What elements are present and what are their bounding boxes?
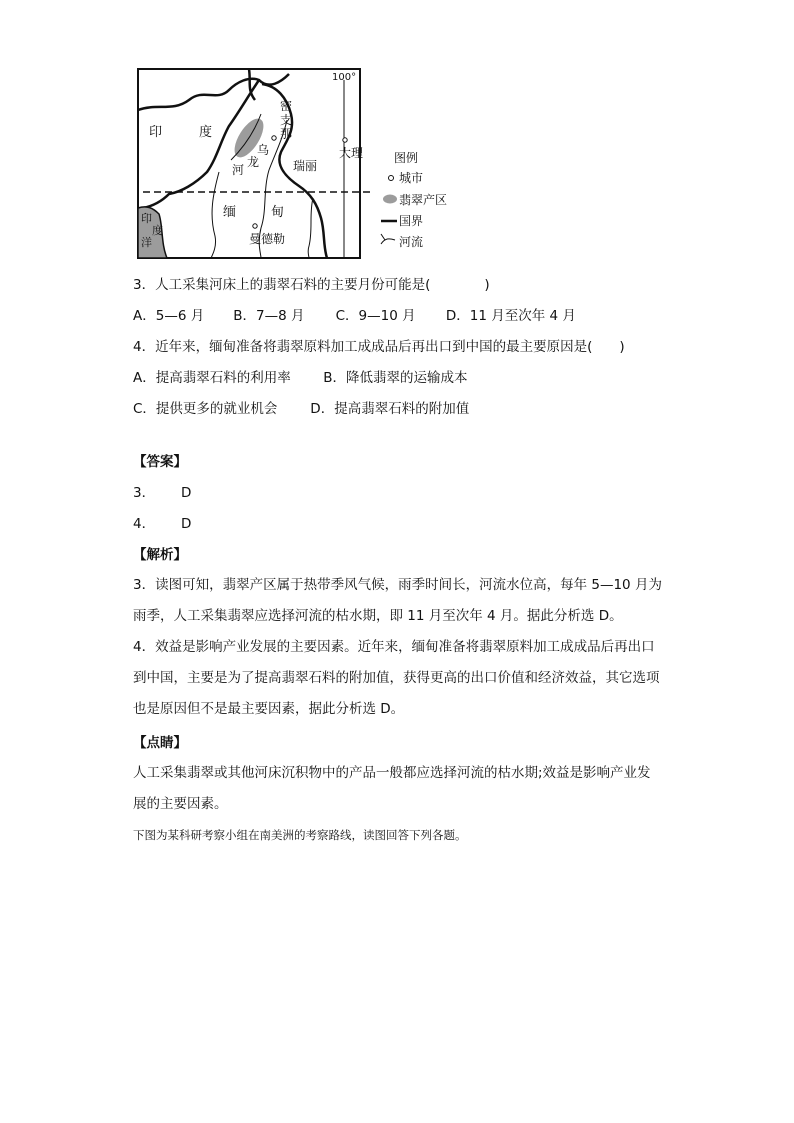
answer-heading: 【答案】 [133,454,187,470]
city-myitkyina [272,136,276,140]
tip-text: 人工采集翡翠或其他河床沉积物中的产品一般都应选择河流的枯水期;效益是影响产业发展的主要因素。 [133,765,651,812]
q3-stem: 3．人工采集河床上的翡翠石料的主要月份可能是( ) [133,277,490,293]
label-river-2: 龙 [247,155,260,169]
q3-option-d[interactable]: D．11 月至次年 4 月 [445,308,576,324]
q4-option-b[interactable]: B．降低翡翠的运输成本 [323,370,468,386]
legend-title: 图例 [394,151,419,165]
q4-options-row1 [133,369,468,387]
answer-num-4: 4． [133,516,156,532]
analysis-paragraph-4: 4．效益是影响产业发展的主要因素。近年来，缅甸准备将翡翠原料加工成成品后再出口到中国，主要是为了提高翡翠石料的附加值，获得更高的出口价值和经济效益，其它选项也是原因但不是最主要因素，据此分析选 D。 [133,639,660,717]
label-myanmar-1: 缅 [223,205,237,220]
answer-num-3: 3． [133,485,156,501]
q3-options [133,307,576,325]
city-mandalay [253,224,257,228]
river-3 [211,172,219,258]
legend-city-label: 城市 [399,171,424,185]
label-myitkyina-3: 那 [280,127,293,141]
legend-border-label: 国界 [399,214,424,228]
answer-row-4 [133,515,191,533]
label-india-2: 度 [199,125,213,140]
border-india [138,74,289,110]
label-river-1: 乌 [257,143,270,157]
label-ocean-2: 度 [152,224,163,237]
city-dali [343,138,347,142]
label-river-3: 河 [232,163,245,177]
q4-option-d[interactable]: D．提高翡翠石料的附加值 [310,401,470,417]
river-4 [308,198,313,258]
label-india-1: 印 [149,125,163,140]
next-question-intro: 下图为某科研考察小组在南美洲的考察路线，读图回答下列各题。 [133,828,467,842]
label-dali: 大理 [339,146,364,160]
q4-options-row2 [133,400,469,418]
tip-heading: 【点睛】 [133,735,187,751]
q4-stem: 4．近年来，缅甸准备将翡翠原料加工成成品后再出口到中国的最主要原因是( ) [133,339,625,355]
q3-option-a[interactable]: A．5—6 月 [133,308,205,324]
q3-option-c[interactable]: C．9—10 月 [335,308,416,324]
label-ocean-1: 印 [141,212,152,225]
legend-river-label: 河流 [399,235,424,249]
label-myitkyina-2: 支 [280,113,293,127]
q4-option-c[interactable]: C．提供更多的就业机会 [133,401,278,417]
myanmar-jade-map [137,68,472,260]
legend-jade-symbol [383,195,397,204]
longitude-label: 100° [332,72,357,83]
label-ruili: 瑞丽 [293,159,318,173]
answer-val-3: D [181,485,192,501]
label-myitkyina-1: 密 [280,99,293,113]
q3-option-b[interactable]: B．7—8 月 [233,308,305,324]
label-mandalay: 曼德勒 [249,232,286,246]
label-myanmar-2: 甸 [271,205,285,220]
label-ocean-3: 洋 [141,236,152,249]
analysis-paragraph-3: 3．读图可知，翡翠产区属于热带季风气候，雨季时间长，河流水位高，每年 5—10 月为雨季，人工采集翡翠应选择河流的枯水期，即 11 月至次年 4 月。据此分析选 D。 [133,577,662,624]
q4-option-a[interactable]: A．提高翡翠石料的利用率 [133,370,291,386]
answer-row-3 [133,484,191,502]
legend-river-symbol [381,234,395,244]
legend-jade-label: 翡翠产区 [399,193,448,207]
analysis-heading: 【解析】 [133,547,187,563]
legend-city-symbol [389,176,394,181]
answer-val-4: D [181,516,192,532]
